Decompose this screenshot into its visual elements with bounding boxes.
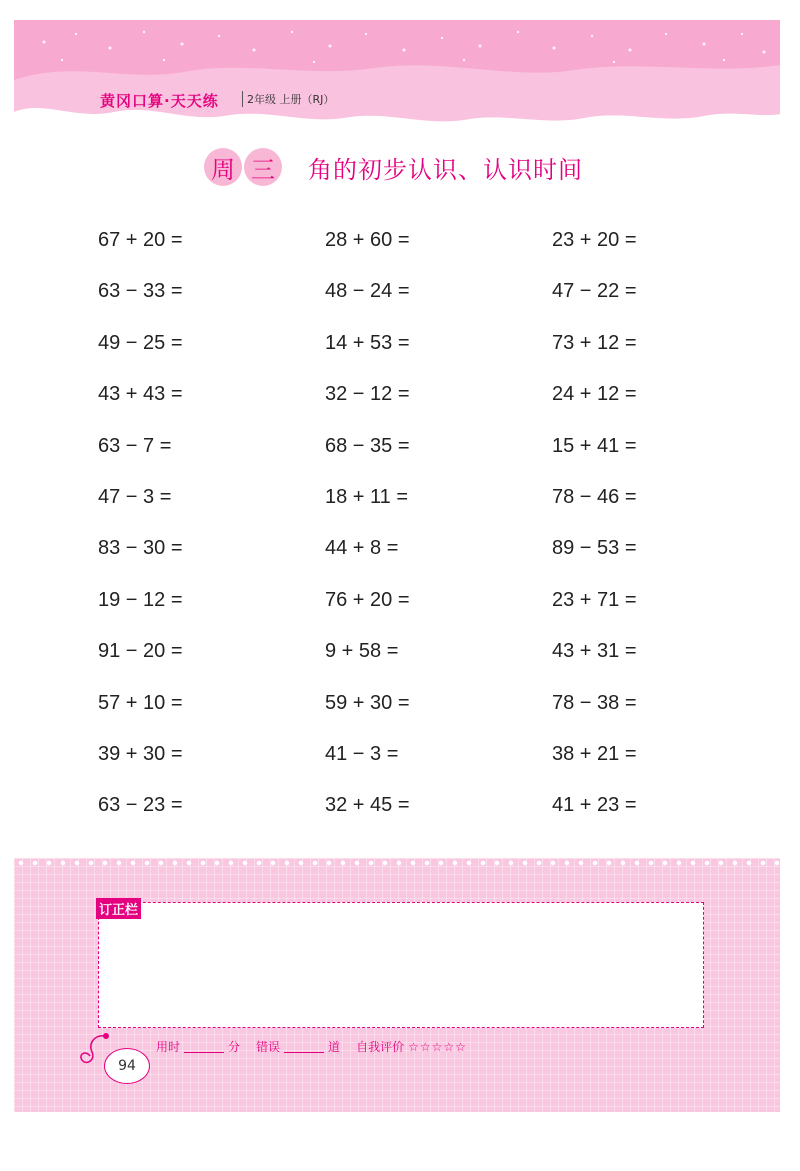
arithmetic-problem: 67 + 20 =: [98, 229, 183, 251]
arithmetic-problem: 9 + 58 =: [325, 640, 399, 663]
day-badge-1: 周: [204, 148, 242, 186]
dotted-border: [14, 858, 780, 868]
header-banner: [14, 20, 780, 145]
arithmetic-problem: 44 + 8 =: [325, 537, 399, 560]
arithmetic-problem: 23 + 71 =: [552, 588, 637, 611]
arithmetic-problem: 63 − 7 =: [98, 434, 172, 457]
correction-box[interactable]: [98, 902, 704, 1028]
grade-label: 2年级 上册（RJ）: [242, 91, 334, 107]
arithmetic-problem: 78 − 46 =: [552, 486, 637, 508]
self-assessment-row: [156, 1038, 467, 1055]
arithmetic-problem: 39 + 30 =: [98, 743, 183, 765]
arithmetic-problem: 43 + 31 =: [552, 640, 637, 663]
arithmetic-problem: 24 + 12 =: [552, 383, 637, 406]
rating-stars-icon[interactable]: ☆☆☆☆☆: [408, 1039, 467, 1054]
error-label: 错误: [256, 1040, 281, 1054]
arithmetic-problem: 23 + 20 =: [552, 229, 637, 251]
question-label: 道: [328, 1040, 341, 1054]
arithmetic-problem: 14 + 53 =: [325, 331, 410, 354]
arithmetic-problem: 89 − 53 =: [552, 537, 637, 560]
arithmetic-problem: 49 − 25 =: [98, 331, 183, 354]
arithmetic-problem: 48 − 24 =: [325, 280, 410, 303]
correction-label: 订正栏: [96, 898, 141, 919]
brand-logo-text: 黄冈口算·天天练: [100, 92, 219, 110]
arithmetic-problem: 47 − 22 =: [552, 280, 637, 303]
arithmetic-problem: 41 + 23 =: [552, 794, 637, 817]
correction-area: [14, 858, 780, 1112]
arithmetic-problem: 83 − 30 =: [98, 537, 183, 560]
arithmetic-problem: 15 + 41 =: [552, 434, 637, 457]
topic-title: 角的初步认识、认识时间: [308, 155, 583, 184]
cloud-banner-graphic: [14, 20, 780, 145]
arithmetic-problem: 76 + 20 =: [325, 588, 410, 611]
arithmetic-problem: 19 − 12 =: [98, 588, 183, 611]
minute-label: 分: [228, 1040, 241, 1054]
arithmetic-problem: 41 − 3 =: [325, 743, 399, 765]
arithmetic-problem: 73 + 12 =: [552, 331, 637, 354]
arithmetic-problem: 91 − 20 =: [98, 640, 183, 663]
time-label: 用时: [156, 1040, 181, 1054]
section-title: [204, 147, 583, 187]
arithmetic-problem: 38 + 21 =: [552, 743, 637, 765]
error-blank[interactable]: [284, 1040, 324, 1053]
arithmetic-problem: 43 + 43 =: [98, 383, 183, 406]
time-blank[interactable]: [184, 1040, 224, 1053]
arithmetic-problem: 47 − 3 =: [98, 486, 172, 508]
worksheet-page: [14, 20, 780, 1112]
arithmetic-problem: 68 − 35 =: [325, 434, 410, 457]
arithmetic-problem: 59 + 30 =: [325, 691, 410, 714]
arithmetic-problem: 78 − 38 =: [552, 691, 637, 714]
day-badge-2: 三: [244, 148, 282, 186]
arithmetic-problem: 18 + 11 =: [325, 486, 409, 508]
self-eval-label: 自我评价: [356, 1040, 405, 1054]
arithmetic-problem: 32 + 45 =: [325, 794, 410, 817]
page-number: 94: [104, 1048, 150, 1084]
arithmetic-problem: 63 − 23 =: [98, 794, 183, 817]
arithmetic-problem: 32 − 12 =: [325, 383, 410, 406]
arithmetic-problem: 63 − 33 =: [98, 280, 183, 303]
arithmetic-problem: 57 + 10 =: [98, 691, 183, 714]
arithmetic-problem: 28 + 60 =: [325, 229, 410, 251]
